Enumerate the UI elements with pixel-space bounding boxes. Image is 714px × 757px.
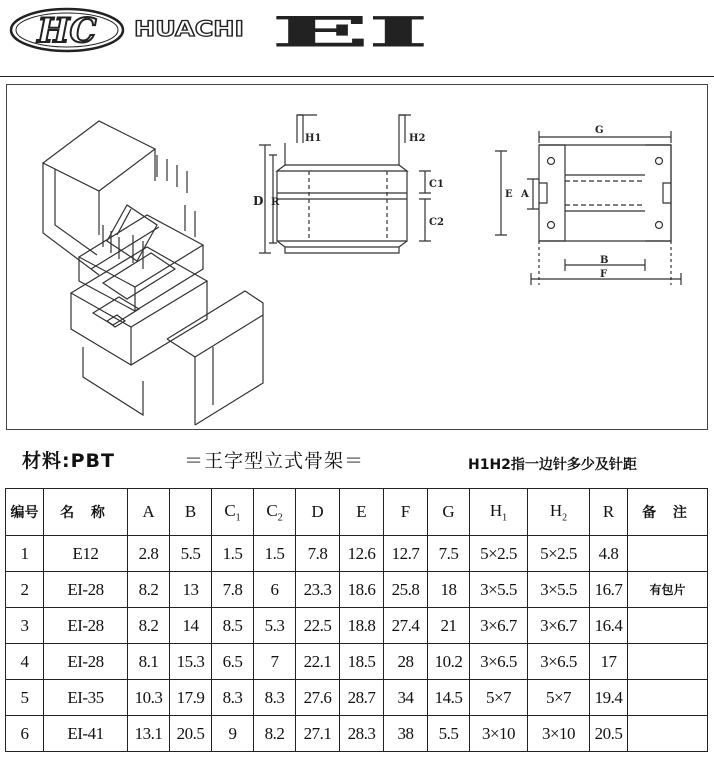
material-label: 材料:PBT (22, 450, 115, 472)
isometric-view (43, 121, 263, 425)
cell-g: 10.2 (428, 644, 470, 680)
cell-name: EI-28 (44, 644, 128, 680)
cell-name: E12 (44, 536, 128, 572)
col-header-r: R (590, 489, 628, 536)
cell-d: 22.5 (296, 608, 340, 644)
label-r: R (271, 197, 280, 208)
cell-g: 18 (428, 572, 470, 608)
label-g: G (595, 125, 604, 136)
col-header-f: F (384, 489, 428, 536)
cell-e: 12.6 (340, 536, 384, 572)
cell-f: 12.7 (384, 536, 428, 572)
cell-c1: 1.5 (212, 536, 254, 572)
spec-table (5, 488, 708, 752)
cell-h2: 3×6.5 (528, 644, 590, 680)
cell-d: 27.6 (296, 680, 340, 716)
logo-text: HC (37, 11, 97, 51)
cell-a: 8.1 (128, 644, 170, 680)
cell-d: 23.3 (296, 572, 340, 608)
cell-f: 38 (384, 716, 428, 752)
cell-b: 20.5 (170, 716, 212, 752)
label-d: D (253, 194, 264, 208)
cell-a: 2.8 (128, 536, 170, 572)
cell-a: 13.1 (128, 716, 170, 752)
cell-remark (628, 536, 708, 572)
col-header-h2: $H_2$ (528, 489, 590, 536)
cell-remark (628, 680, 708, 716)
cell-h2: 3×10 (528, 716, 590, 752)
cell-e: 18.6 (340, 572, 384, 608)
col-header-no: 编号 (6, 489, 44, 536)
cell-c2: 7 (254, 644, 296, 680)
cell-c2: 1.5 (254, 536, 296, 572)
cell-h2: 3×6.7 (528, 608, 590, 644)
cell-d: 7.8 (296, 536, 340, 572)
table-row (6, 716, 708, 752)
cell-e: 28.7 (340, 680, 384, 716)
label-e: E (505, 189, 513, 200)
cell-b: 13 (170, 572, 212, 608)
cell-a: 10.3 (128, 680, 170, 716)
col-header-a: A (128, 489, 170, 536)
huachi-logo (8, 6, 126, 54)
cell-f: 28 (384, 644, 428, 680)
cell-c2: 8.3 (254, 680, 296, 716)
cell-g: 7.5 (428, 536, 470, 572)
cell-e: 18.8 (340, 608, 384, 644)
cell-r: 16.7 (590, 572, 628, 608)
cell-c1: 8.3 (212, 680, 254, 716)
former-type-label: ＝王字型立式骨架＝ (184, 450, 365, 472)
front-view (259, 115, 431, 253)
cell-b: 5.5 (170, 536, 212, 572)
top-view (495, 131, 681, 285)
col-header-name: 名 称 (44, 489, 128, 536)
col-header-e: E (340, 489, 384, 536)
cell-e: 18.5 (340, 644, 384, 680)
brand-wordmark (134, 16, 246, 40)
cell-r: 4.8 (590, 536, 628, 572)
label-h1: H1 (305, 133, 322, 144)
label-c1: C1 (429, 179, 444, 190)
cell-c2: 5.3 (254, 608, 296, 644)
col-header-h1: $H_1$ (470, 489, 528, 536)
cell-no: 4 (6, 644, 44, 680)
cell-c1: 6.5 (212, 644, 254, 680)
label-f: F (600, 269, 608, 280)
cell-h1: 3×6.7 (470, 608, 528, 644)
label-h2: H2 (409, 133, 426, 144)
cell-name: EI-28 (44, 572, 128, 608)
bobbin-drawings (7, 85, 707, 429)
cell-h1: 3×10 (470, 716, 528, 752)
cell-g: 14.5 (428, 680, 470, 716)
col-header-remark: 备 注 (628, 489, 708, 536)
cell-c1: 9 (212, 716, 254, 752)
brand-name: HUACHI (134, 17, 244, 40)
cell-r: 20.5 (590, 716, 628, 752)
cell-d: 27.1 (296, 716, 340, 752)
col-header-c1: $C_1$ (212, 489, 254, 536)
cell-no: 6 (6, 716, 44, 752)
cell-remark: 有包片 (628, 572, 708, 608)
table-row (6, 572, 708, 608)
cell-no: 5 (6, 680, 44, 716)
label-b: B (600, 255, 609, 266)
cell-c2: 8.2 (254, 716, 296, 752)
cell-no: 3 (6, 608, 44, 644)
cell-g: 21 (428, 608, 470, 644)
series-name: EI (272, 14, 428, 50)
cell-h1: 3×5.5 (470, 572, 528, 608)
cell-c1: 7.8 (212, 572, 254, 608)
cell-h1: 5×2.5 (470, 536, 528, 572)
cell-f: 25.8 (384, 572, 428, 608)
cell-remark (628, 644, 708, 680)
table-row (6, 644, 708, 680)
cell-r: 16.4 (590, 608, 628, 644)
header-divider (0, 76, 714, 77)
cell-h2: 5×7 (528, 680, 590, 716)
col-header-c2: $C_2$ (254, 489, 296, 536)
cell-h1: 3×6.5 (470, 644, 528, 680)
table-row (6, 680, 708, 716)
cell-r: 19.4 (590, 680, 628, 716)
table-row (6, 536, 708, 572)
cell-d: 22.1 (296, 644, 340, 680)
cell-f: 34 (384, 680, 428, 716)
cell-c1: 8.5 (212, 608, 254, 644)
cell-g: 5.5 (428, 716, 470, 752)
table-row (6, 608, 708, 644)
cell-a: 8.2 (128, 572, 170, 608)
label-c2: C2 (429, 217, 444, 228)
cell-remark (628, 608, 708, 644)
cell-no: 2 (6, 572, 44, 608)
ei-series-logo (272, 14, 430, 50)
cell-name: EI-41 (44, 716, 128, 752)
cell-b: 14 (170, 608, 212, 644)
cell-f: 27.4 (384, 608, 428, 644)
cell-r: 17 (590, 644, 628, 680)
cell-h1: 5×7 (470, 680, 528, 716)
cell-e: 28.3 (340, 716, 384, 752)
cell-no: 1 (6, 536, 44, 572)
col-header-g: G (428, 489, 470, 536)
cell-remark (628, 716, 708, 752)
col-header-d: D (296, 489, 340, 536)
cell-name: EI-35 (44, 680, 128, 716)
cell-c2: 6 (254, 572, 296, 608)
cell-name: EI-28 (44, 608, 128, 644)
diagram-panel (6, 84, 708, 430)
cell-h2: 3×5.5 (528, 572, 590, 608)
cell-a: 8.2 (128, 608, 170, 644)
cell-h2: 5×2.5 (528, 536, 590, 572)
cell-b: 17.9 (170, 680, 212, 716)
label-a: A (521, 189, 529, 200)
cell-b: 15.3 (170, 644, 212, 680)
col-header-b: B (170, 489, 212, 536)
table-header-row (6, 489, 708, 536)
h1h2-note: H1H2指一边针多少及针距 (468, 457, 637, 473)
